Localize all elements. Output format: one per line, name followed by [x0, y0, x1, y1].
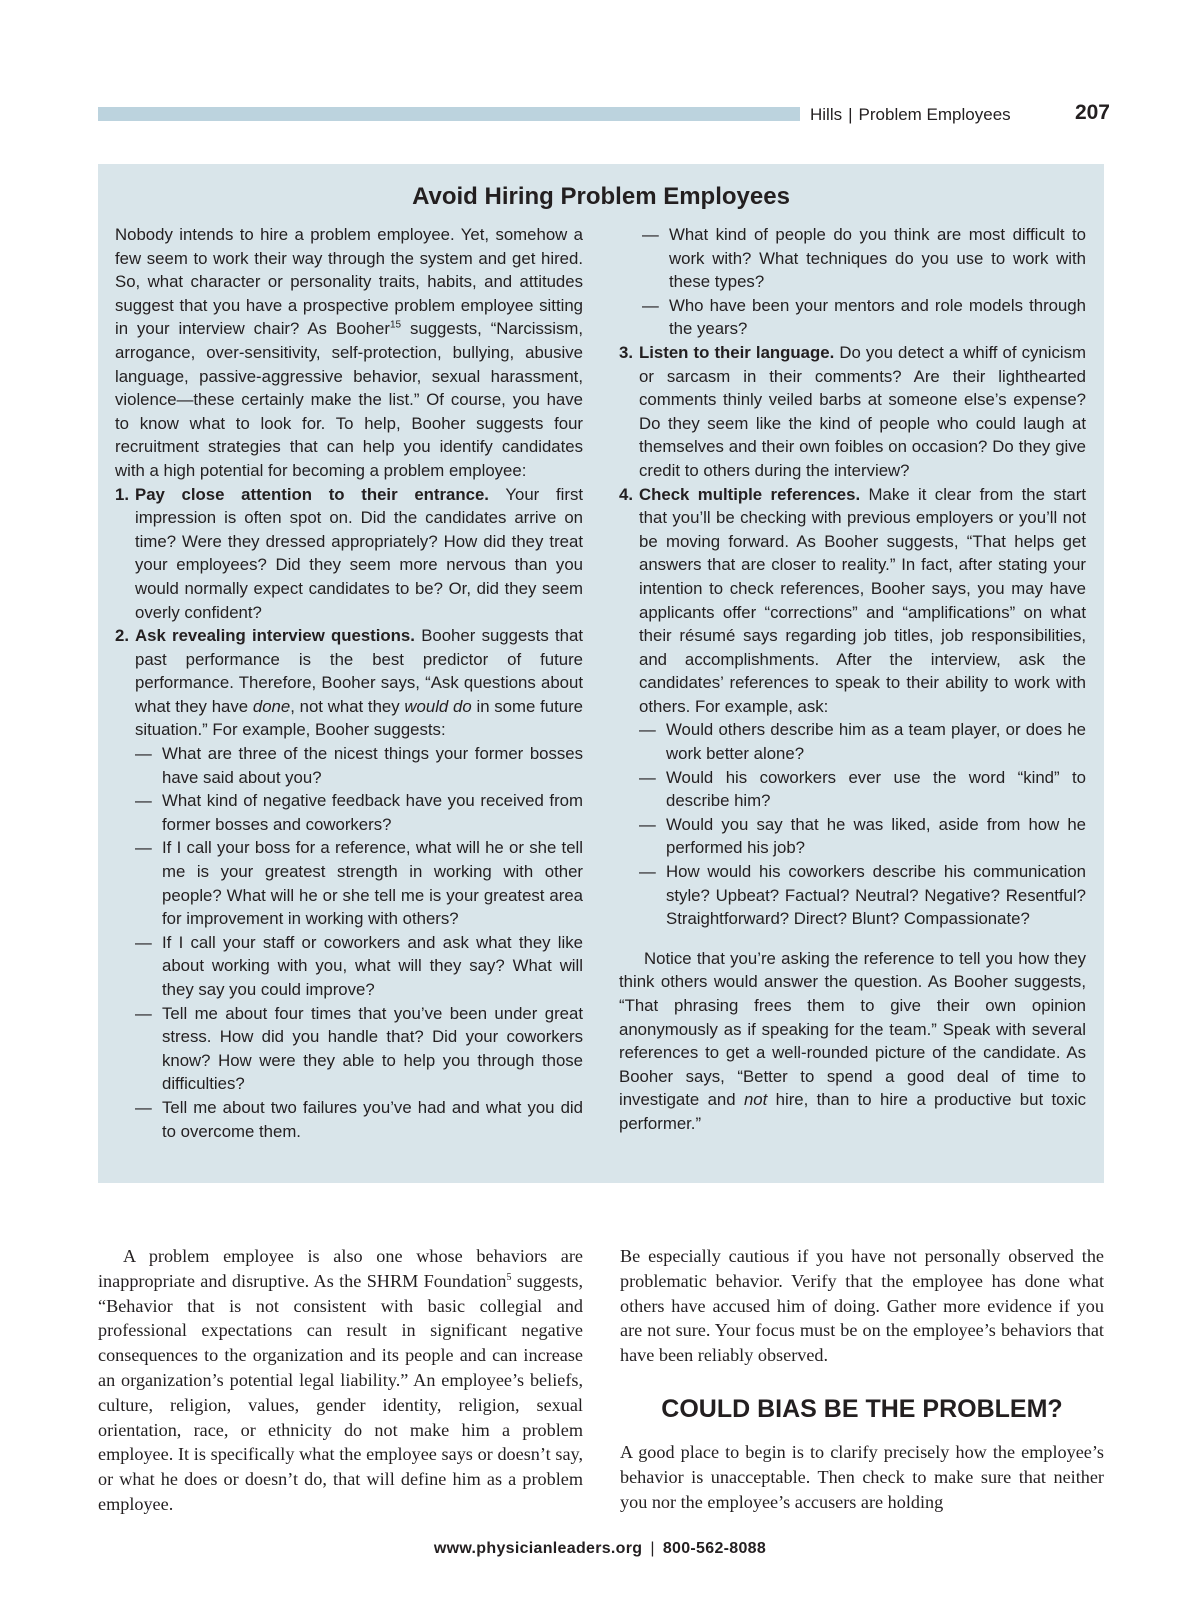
reference-question: — How would his coworkers describe his communication style? Upbeat? Factual? Neutral? Negative? Resentful? Straightforward? Direct? Blunt? Compassionate?	[639, 862, 1086, 929]
interview-question: — Tell me about two failures you’ve had and what you did to overcome them.	[135, 1097, 583, 1141]
strategy-item-1: 1. Pay close attention to their entrance. Your first impression is often spot on. Did the candidates arrive on time? Were they dressed appropriately? How did they treat your employees? Did they seem more nervous than you would normally expect candidates to be? Or, did they seem overly confident?	[115, 484, 583, 622]
running-head-separator: |	[848, 105, 853, 124]
footer-separator: |	[650, 1540, 655, 1557]
strategy-lead: Check multiple references.	[639, 484, 861, 504]
section-heading: COULD BIAS BE THE PROBLEM?	[661, 1394, 1063, 1423]
interview-question: — What kind of negative feedback have you received from former bosses and coworkers?	[135, 791, 583, 834]
sidebar-right-column	[619, 223, 1086, 1136]
sidebar-title: Avoid Hiring Problem Employees	[412, 183, 790, 210]
body-left-column	[98, 1244, 583, 1517]
running-head-chapter: Problem Employees	[858, 105, 1011, 124]
strategy-lead: Listen to their language.	[639, 342, 835, 362]
footer-phone: 800-562-8088	[662, 1540, 767, 1557]
body-paragraph: A good place to begin is to clarify precisely how the employee’s behavior is unacceptable. Then check to make sure that neither you nor the employee’s accusers are holding	[620, 1441, 1104, 1512]
reference-question: — Would his coworkers ever use the word “kind” to describe him?	[639, 767, 1086, 811]
reference-question: — Would others describe him as a team player, or does he work better alone?	[639, 720, 1086, 764]
interview-question: — Who have been your mentors and role models through the years?	[642, 295, 1086, 339]
header-rule	[98, 107, 800, 121]
reference-question: — Would you say that he was liked, aside from how he performed his job?	[639, 814, 1086, 858]
sidebar-left-column	[115, 223, 583, 1143]
page-footer	[0, 1540, 1200, 1558]
strategy-lead: Pay close attention to their entrance.	[135, 484, 489, 504]
interview-question: — If I call your boss for a reference, what will he or she tell me is your greatest strength in working with other people? What will he or she tell me is your greatest area for improvement in working with others?	[135, 838, 583, 929]
running-head-author: Hills	[810, 105, 843, 124]
page-number: 207	[1074, 101, 1110, 124]
interview-question: — Tell me about four times that you’ve been under great stress. How did you handle that? Did your coworkers know? How were they able to help you through those difficulties?	[135, 1003, 583, 1094]
body-paragraph: A problem employee is also one whose behaviors are inappropriate and disruptive. As the SHRM Foundation$^5$ suggests, “Behavior that is not consistent with basic collegial and professional expectations can result in significant negative consequences to the organization and its people and can increase an organization’s potential legal liability.” An employee’s beliefs, culture, religion, values, gender identity, religion, sexual orientation, race, or ethnicity do not make him a problem employee. It is specifically what the employee says or doesn’t say, or what he does or doesn’t do, that will define him as a problem employee.	[98, 1246, 584, 1514]
strategy-item-3: 3. Listen to their language. Do you detect a whiff of cynicism or sarcasm in their comments? Are their lighthearted comments thinly veiled barbs at someone else’s expense? Do they seem like the kind of people who could laugh at themselves and their own foibles on occasion? Do they give credit to others during the interview?	[619, 342, 1086, 480]
footer-url: www.physicianleaders.org	[433, 1540, 643, 1557]
sidebar-intro: Nobody intends to hire a problem employee. Yet, somehow a few seem to work their way through the system and get hired. So, what character or personality traits, habits, and attitudes suggest that you have a prospective problem employee sitting in your interview chair? As Booher$^{15}$ suggests, “Narcissism, arrogance, over-sensitivity, self-protection, bullying, abusive language, passive-aggressive behavior, sexual harassment, violence—these certainly make the list.” Of course, you have to know what to look for. To help, Booher suggests four recruitment strategies that can help you identify candidates with a high potential for becoming a problem employee:	[115, 225, 583, 480]
footnote-ref: 5	[506, 1271, 512, 1283]
sidebar-conclusion: Notice that you’re asking the reference to tell you how they think others would answer the question. As Booher suggests, “That phrasing frees them to give their own opinion anonymously as if speaking for the team.” Speak with several references to get a well-rounded picture of the candidate. As Booher says, “Better to spend a good deal of time to investigate and not hire, than to hire a productive but toxic performer.”	[619, 948, 1086, 1133]
footnote-ref: 15	[389, 319, 402, 331]
running-head	[810, 100, 1110, 130]
body-right-column	[620, 1244, 1104, 1514]
strategy-lead: Ask revealing interview questions.	[135, 626, 415, 646]
interview-question: — What kind of people do you think are most difficult to work with? What techniques do you use to work with these types?	[642, 225, 1086, 292]
body-paragraph: Be especially cautious if you have not personally observed the problematic behavior. Verify that the employee has done what others have accused him of doing. Gather more evidence if you are not sure. Your focus must be on the employee’s behaviors that have been reliably observed.	[620, 1246, 1104, 1366]
interview-question: — If I call your staff or coworkers and ask what they like about working with you, what will they say? What will they say you could improve?	[135, 932, 583, 999]
strategy-item-4: 4. Check multiple references. Make it clear from the start that you’ll be checking with previous employers or you’ll not be moving forward. As Booher suggests, “That helps get answers that are closer to reality.” In fact, after stating your intention to check references, Booher says, you may have applicants offer “corrections” and “amplifications” on what their résumé says regarding job titles, job responsibilities, and accomplishments. After the interview, ask the candidates’ references to speak to their ability to work with others. For example, ask:	[619, 484, 1086, 716]
sidebar-box	[98, 164, 1104, 1183]
strategy-item-2: 2. Ask revealing interview questions. Booher suggests that past performance is the best predictor of future performance. Therefore, Booher says, “Ask questions about what they have done, not what they would do in some future situation.” For example, Booher suggests:	[115, 626, 584, 740]
interview-question: — What are three of the nicest things your former bosses have said about you?	[135, 744, 583, 787]
